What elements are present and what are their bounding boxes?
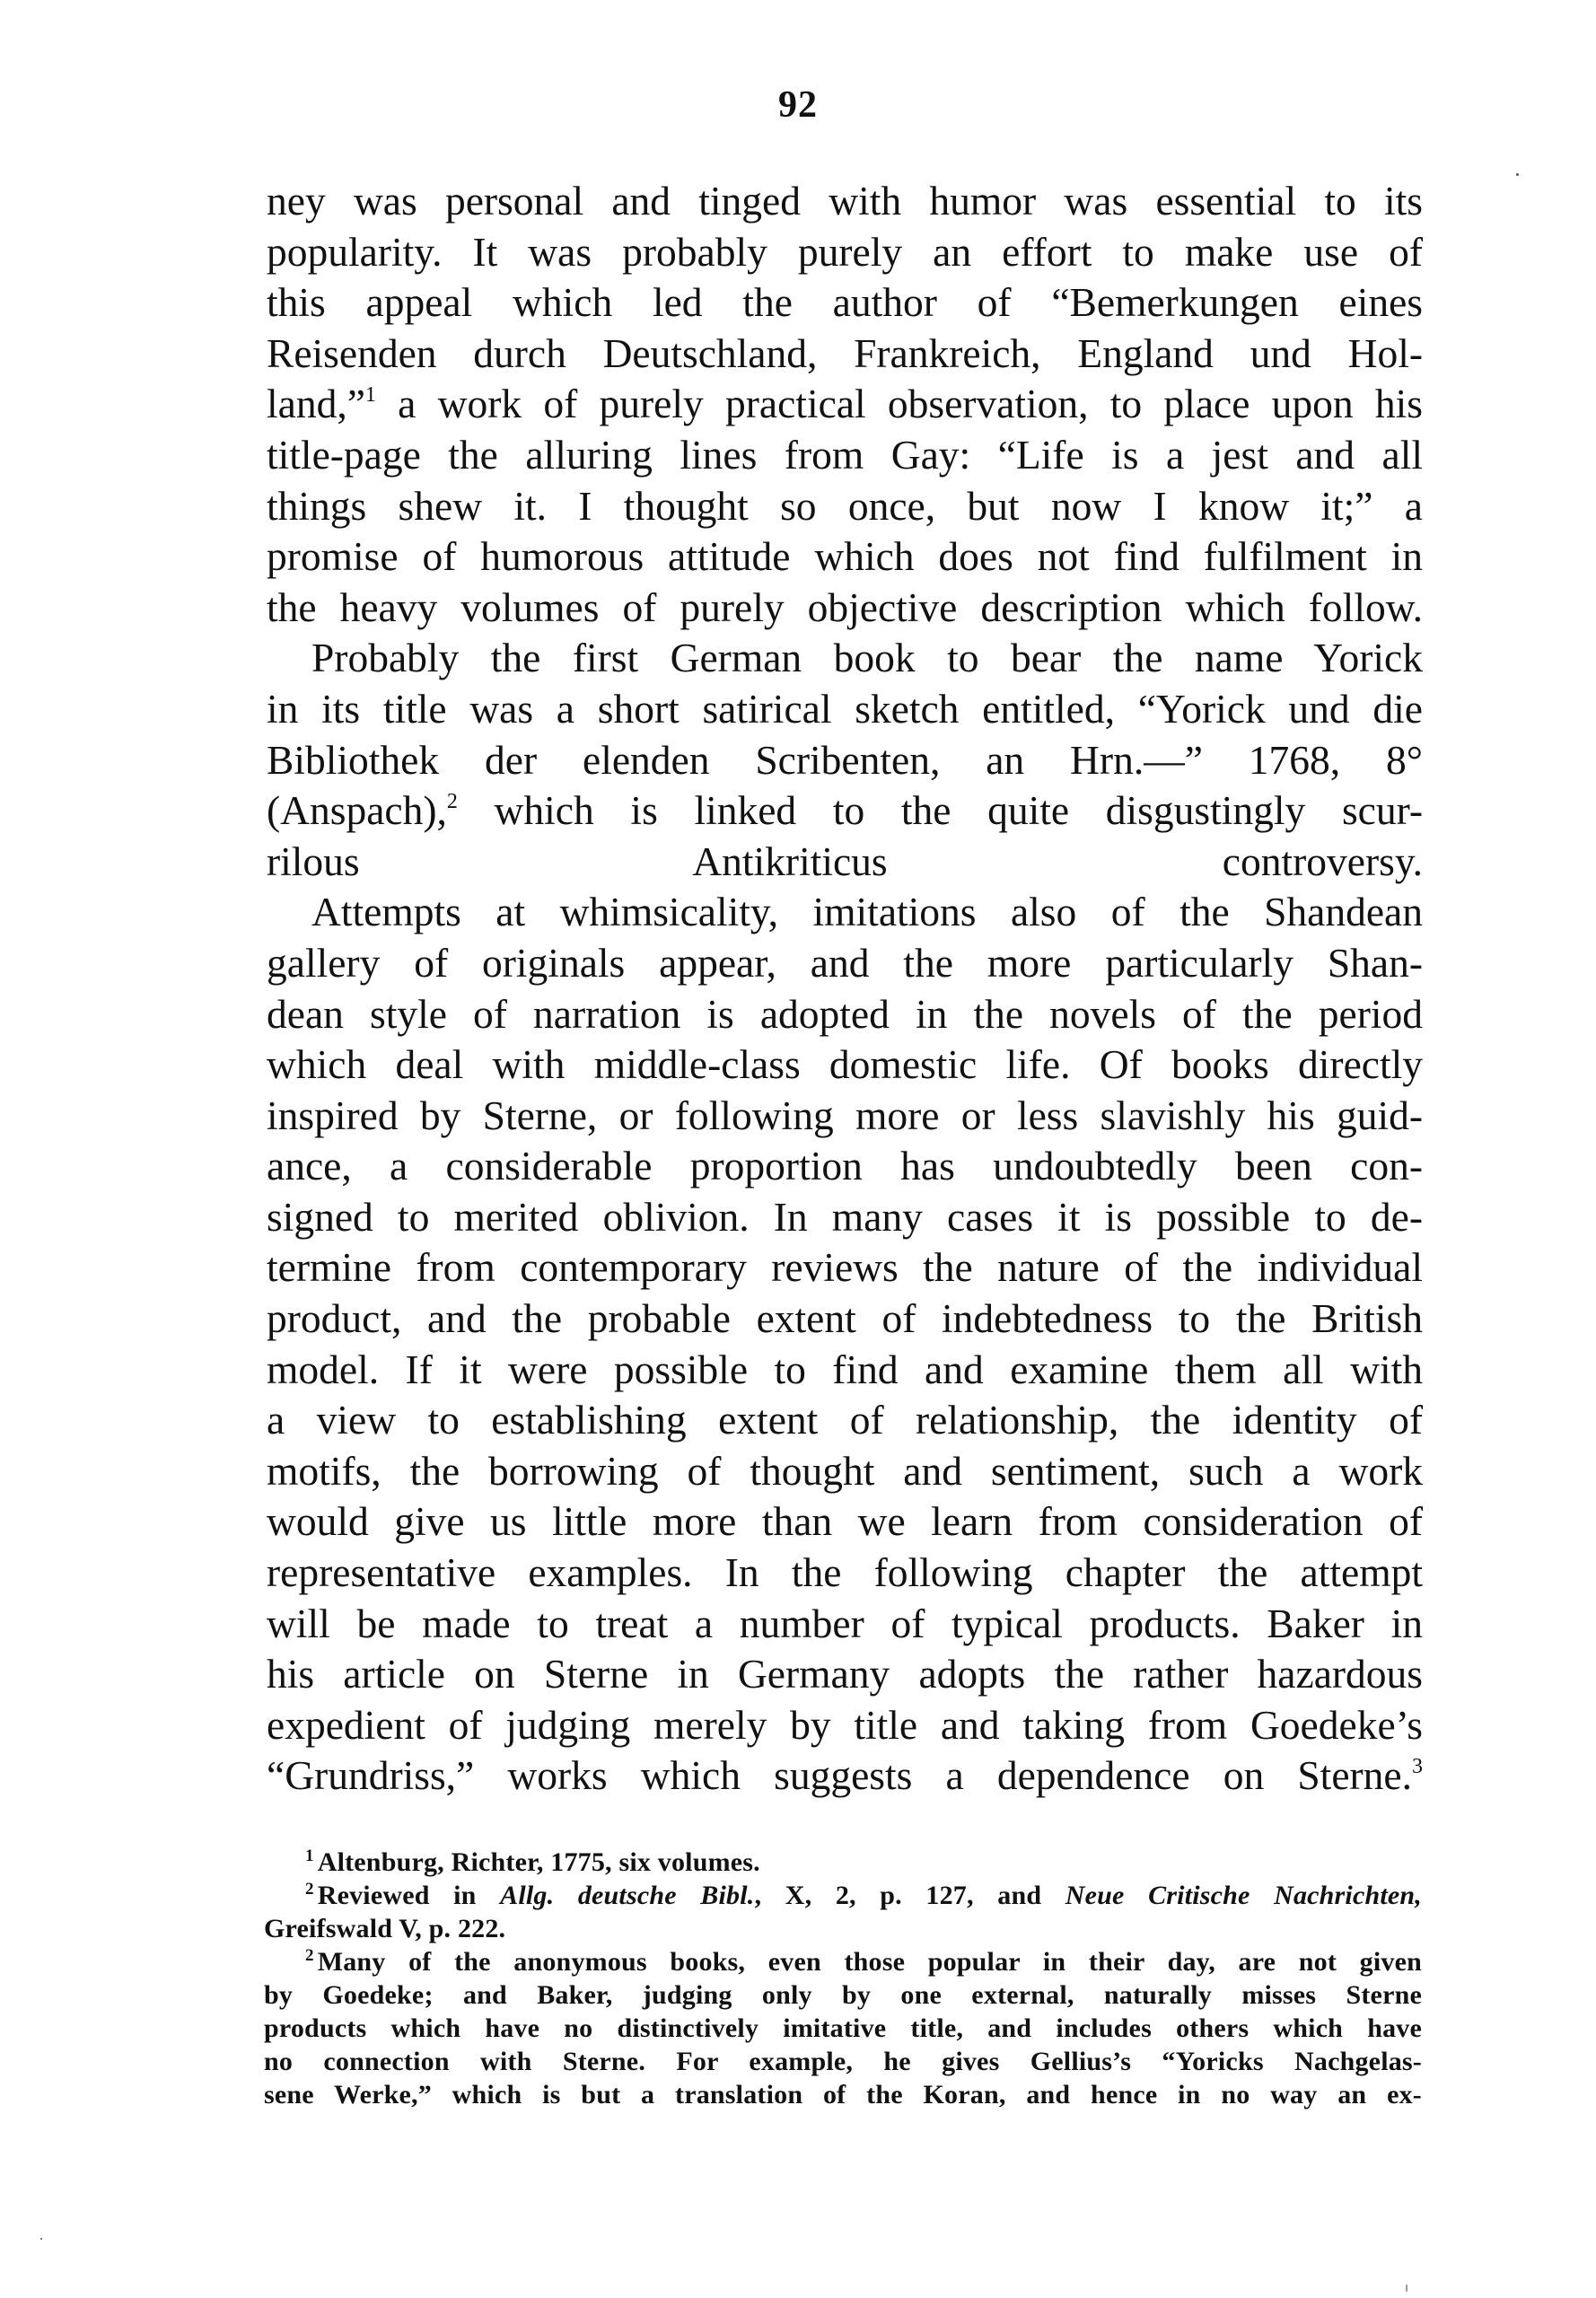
footnote-line [264, 2012, 1422, 2045]
text-span: will be made to treat a number of typical products. Baker in [267, 1600, 1423, 1646]
text-span: promise of humorous attitude which does not find fulfilment in [267, 533, 1423, 580]
footnote-line-content [264, 1978, 1422, 2012]
text-line [267, 1242, 1423, 1294]
text-line [267, 684, 1423, 735]
footnote-text: sene Werke,” which is but a translation of the Koran, and hence in no way an ex- [264, 2080, 1422, 2109]
text-line-content [267, 277, 1423, 329]
text-span: representative examples. In the following chapter the attempt [267, 1549, 1423, 1596]
footnote-line-content [264, 2078, 1422, 2111]
text-line [267, 989, 1423, 1040]
footnote-marker: 1 [305, 1846, 314, 1865]
text-line-content [267, 1446, 1423, 1497]
text-line-content [267, 1192, 1423, 1243]
text-span: dean style of narration is adopted in the novels of the period [267, 990, 1423, 1037]
footnote-line [264, 1879, 1422, 1912]
text-span: inspired by Sterne, or following more or less slavishly his guid- [267, 1092, 1423, 1138]
text-span: which deal with middle-class domestic life. Of books directly [267, 1041, 1423, 1088]
text-line [267, 277, 1423, 329]
text-line-content [267, 379, 1423, 430]
page-number: 92 [778, 84, 818, 126]
text-line-content [267, 481, 1423, 532]
text-line [267, 1599, 1423, 1650]
text-span: termine from contemporary reviews the nature of the individual [267, 1244, 1423, 1291]
footnote-marker: 2 [305, 1946, 314, 1965]
footnote-line [264, 1945, 1422, 1978]
footnote-text: no connection with Sterne. For example, he gives Gellius’s “Yoricks Nachgelas- [264, 2047, 1422, 2076]
text-span: Attempts at whimsicality, imitations also of the Shandean [311, 889, 1423, 935]
text-line-content [267, 735, 1423, 786]
text-line-content [267, 633, 1423, 684]
footnote-line [264, 2078, 1422, 2111]
text-span: model. If it were possible to find and examine them all with [267, 1346, 1423, 1392]
text-line [267, 481, 1423, 532]
text-span: (Anspach), [267, 787, 447, 834]
text-span: signed to merited oblivion. In many cases it is possible to de- [267, 1193, 1423, 1240]
text-line [267, 583, 1423, 634]
footnote-line-content [264, 2045, 1422, 2078]
footnote-reference[interactable]: 1 [364, 383, 376, 408]
text-line [267, 531, 1423, 583]
text-line-content [267, 430, 1423, 481]
footnote-line [264, 1912, 1422, 1945]
text-line [267, 837, 1423, 888]
text-line-content [267, 1548, 1423, 1599]
footnote-reference[interactable]: 2 [446, 790, 458, 814]
text-line-content [267, 684, 1423, 735]
footnote-line [264, 1978, 1422, 2012]
text-span: product, and the probable extent of indebtedness to the British [267, 1295, 1423, 1342]
text-line-content [267, 583, 1423, 634]
text-line [267, 1649, 1423, 1700]
text-line [267, 1091, 1423, 1142]
footnote-italic-title: Allg. deutsche Bibl. [500, 1881, 755, 1910]
footnote-text: by Goedeke; and Baker, judging only by one external, naturally misses Sterne [264, 1980, 1422, 2010]
text-span: things shew it. I thought so once, but now I know it;” a [267, 482, 1423, 529]
text-line-content [267, 176, 1423, 227]
footnote-marker: 2 [305, 1880, 314, 1899]
footnote-text: Many of the anonymous books, even those popular in their day, are not given [317, 1947, 1422, 1977]
text-span: in its title was a short satirical sketch entitled, “Yorick und die [267, 685, 1423, 732]
text-line [267, 379, 1423, 430]
scan-speck [1406, 2285, 1407, 2292]
text-span: his article on Sterne in Germany adopts the rather hazardous [267, 1651, 1423, 1697]
text-span: rilous Antikriticus controversy. [267, 838, 1423, 884]
text-line [267, 735, 1423, 786]
text-line-content [267, 1141, 1423, 1192]
text-line-content [267, 1599, 1423, 1650]
text-span: popularity. It was probably purely an effort to make use of [267, 228, 1423, 275]
footnote-line-content [264, 1912, 1422, 1945]
text-span: title-page the alluring lines from Gay: “Life is a jest and all [267, 431, 1423, 478]
text-line-content [267, 1700, 1423, 1751]
scan-speck [40, 2238, 42, 2240]
text-line [267, 1141, 1423, 1192]
text-line [267, 1700, 1423, 1751]
text-span: this appeal which led the author of “Bemerkungen eines [267, 279, 1423, 326]
text-line [267, 1496, 1423, 1548]
text-line [267, 430, 1423, 481]
text-line-content [267, 837, 1423, 888]
footnote-line-content [264, 1846, 1422, 1879]
text-line-content [267, 1242, 1423, 1294]
text-span: “Grundriss,” works which suggests a dependence on Sterne. [267, 1752, 1412, 1799]
text-line-content [267, 1039, 1423, 1091]
footnote-text: , X, 2, p. 127, and [754, 1881, 1065, 1910]
text-line [267, 1750, 1423, 1802]
text-span: the heavy volumes of purely objective description which follow. [267, 583, 1423, 630]
text-span: a view to establishing extent of relationship, the identity of [267, 1397, 1423, 1443]
text-line-content [267, 227, 1423, 278]
text-line-content [267, 938, 1423, 989]
text-span: gallery of originals appear, and the more particularly Shan- [267, 939, 1423, 986]
text-line-content [267, 329, 1423, 380]
footnote-line [264, 2045, 1422, 2078]
text-line [267, 633, 1423, 684]
text-span: land,” [267, 381, 365, 427]
text-line [267, 1294, 1423, 1345]
text-span: Probably the first German book to bear the name Yorick [311, 635, 1423, 681]
footnote-line-content [264, 2012, 1422, 2045]
footnote-text: Altenburg, Richter, 1775, six volumes. [317, 1847, 760, 1877]
text-span: Bibliothek der elenden Scribenten, an Hrn.—” 1768, 8° [267, 736, 1423, 783]
footnote-text: Greifswald V, p. 222. [264, 1914, 506, 1943]
text-line [267, 1446, 1423, 1497]
text-span: ance, a considerable proportion has undoubtedly been con- [267, 1143, 1423, 1189]
text-line-content [267, 887, 1423, 938]
text-span: expedient of judging merely by title and taking from Goedeke’s [267, 1701, 1423, 1748]
footnote-reference[interactable]: 3 [1412, 1755, 1423, 1779]
text-span: Reisenden durch Deutschland, Frankreich, England und Hol- [267, 329, 1423, 376]
footnote-text: products which have no distinctively imitative title, and includes others which have [264, 2013, 1422, 2043]
text-line [267, 887, 1423, 938]
text-line [267, 1395, 1423, 1446]
footnote-italic-title: Neue Critische Nachrichten, [1065, 1881, 1423, 1910]
text-span: motifs, the borrowing of thought and sentiment, such a work [267, 1447, 1423, 1494]
text-span: a work of purely practical observation, to place upon his [375, 381, 1423, 427]
text-line-content [267, 1294, 1423, 1345]
scan-speck [1516, 173, 1519, 176]
text-line [267, 176, 1423, 227]
text-line-content [267, 1750, 1423, 1802]
text-line [267, 227, 1423, 278]
text-line-content [267, 1345, 1423, 1396]
text-line [267, 785, 1423, 837]
footnote-text: Reviewed in [317, 1881, 501, 1910]
footnote-line-content [264, 1945, 1422, 1978]
text-line [267, 1548, 1423, 1599]
text-line-content [267, 1649, 1423, 1700]
text-line-content [267, 1091, 1423, 1142]
footnote-line [264, 1846, 1422, 1879]
text-line-content [267, 785, 1423, 837]
text-line [267, 1039, 1423, 1091]
text-line [267, 938, 1423, 989]
text-span: which is linked to the quite disgustingly scur- [457, 787, 1423, 834]
text-span: would give us little more than we learn from consideration of [267, 1498, 1423, 1545]
body-text [267, 176, 1423, 1802]
text-line-content [267, 989, 1423, 1040]
footnotes [264, 1846, 1422, 2111]
text-line [267, 1345, 1423, 1396]
text-line [267, 1192, 1423, 1243]
text-span: ney was personal and tinged with humor was essential to its [267, 178, 1423, 224]
text-line-content [267, 1395, 1423, 1446]
text-line-content [267, 1496, 1423, 1548]
footnote-line-content [264, 1879, 1422, 1912]
text-line [267, 329, 1423, 380]
text-line-content [267, 531, 1423, 583]
